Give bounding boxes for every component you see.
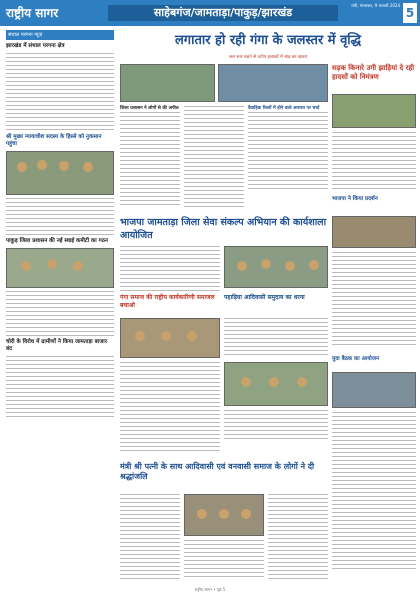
adivasi-text-2 xyxy=(224,410,328,442)
left-text-block-3 xyxy=(6,291,114,336)
section-title: साहेबगंज/जामताड़ा/पाकुड़/झारखंड xyxy=(108,5,338,21)
mid-headline-2: जिला प्रशासन ने लोगों से की अपील xyxy=(120,106,179,111)
right-photo xyxy=(332,94,416,128)
adivasi-headline: पहाड़िया आदिवासी समुदाय का धरना xyxy=(224,294,305,301)
tribute-headline: मंत्री श्री पत्नी के साथ आदिवासी एवं वनवासी समाज के लोगों ने दी श्रद्धांजलि xyxy=(120,462,315,481)
left-headline-4: चोरी के विरोध में ग्रामीणों ने किया जामताड़ा बाजार बंद xyxy=(6,339,107,352)
tribute-photo xyxy=(184,494,264,536)
main-headline: लगातार हो रही गंगा के जलस्तर में वृद्धि xyxy=(174,33,362,48)
dateline: रांची, मंगलवार, 9 जनवरी 2024 xyxy=(351,3,400,8)
mid-text-col-2 xyxy=(184,106,244,210)
tribute-text-3 xyxy=(184,540,264,580)
samaj-headline: गंगा समाज की राष्ट्रीय कार्यकारिणी समाजल बचाओ xyxy=(120,294,215,309)
left-kicker: संथाल परगना न्यूज़ xyxy=(6,30,114,40)
left-headline-3: पाकुड़ जिला प्रशासन की नई स्थाई कमीटी का गठन xyxy=(6,238,108,244)
workshop-headline: भाजपा जामताड़ा जिला सेवा संकल्प अभियान की कार्यशाला आयोजित xyxy=(120,217,327,241)
samaj-text xyxy=(120,362,220,454)
flood-photo-1 xyxy=(120,64,215,102)
mid-text-col-3 xyxy=(248,106,328,192)
right-text-col-3 xyxy=(332,412,416,572)
left-photo-2 xyxy=(6,248,114,288)
left-headline-2: श्री मुख्य न्यायाधीश सदस्य के हिस्से को नुकसान पहुंचा xyxy=(6,134,102,147)
left-headline-1: झारखंड में संथाल परगना क्षेत्र xyxy=(6,43,65,49)
right-text-col-2 xyxy=(332,252,416,348)
left-text-block-4 xyxy=(6,356,114,417)
mid-text-col-1 xyxy=(120,106,180,208)
right-photo-2 xyxy=(332,216,416,248)
tribute-text-2 xyxy=(268,494,328,582)
right-photo-3 xyxy=(332,372,416,408)
workshop-text xyxy=(120,246,220,294)
left-text-block-1 xyxy=(6,53,114,130)
flood-photo-2 xyxy=(218,64,328,102)
workshop-photo xyxy=(224,246,328,288)
mid-headline-5: वैवाहिक रिश्तों में होने वाले अपराध पर चर्चा xyxy=(248,106,320,111)
adivasi-photo xyxy=(224,362,328,406)
right-text-col xyxy=(332,132,416,192)
left-photo-1 xyxy=(6,151,114,195)
tribute-text-1 xyxy=(120,494,180,582)
main-subhead: जल स्तर बढ़ने से तटीय इलाकों में बाढ़ का खतरा xyxy=(228,55,308,60)
page-header xyxy=(0,0,420,26)
left-column xyxy=(6,30,114,586)
right-headline-3: युवा बैठक का आयोजन xyxy=(332,356,379,362)
samaj-photo xyxy=(120,318,220,358)
right-headline-2: भाजपा ने किया प्रदर्शन xyxy=(332,196,378,202)
left-text-block-2 xyxy=(6,198,114,235)
page-number: 5 xyxy=(403,3,417,23)
page-footer: राष्ट्रीय सागर • पृष्ठ 5 xyxy=(194,587,226,592)
masthead: राष्ट्रीय सागर xyxy=(6,6,59,20)
right-headline: सड़क किनारे उगी झाड़ियां दे रही हादसों को निमंत्रण xyxy=(332,64,415,81)
adivasi-text xyxy=(224,318,328,358)
